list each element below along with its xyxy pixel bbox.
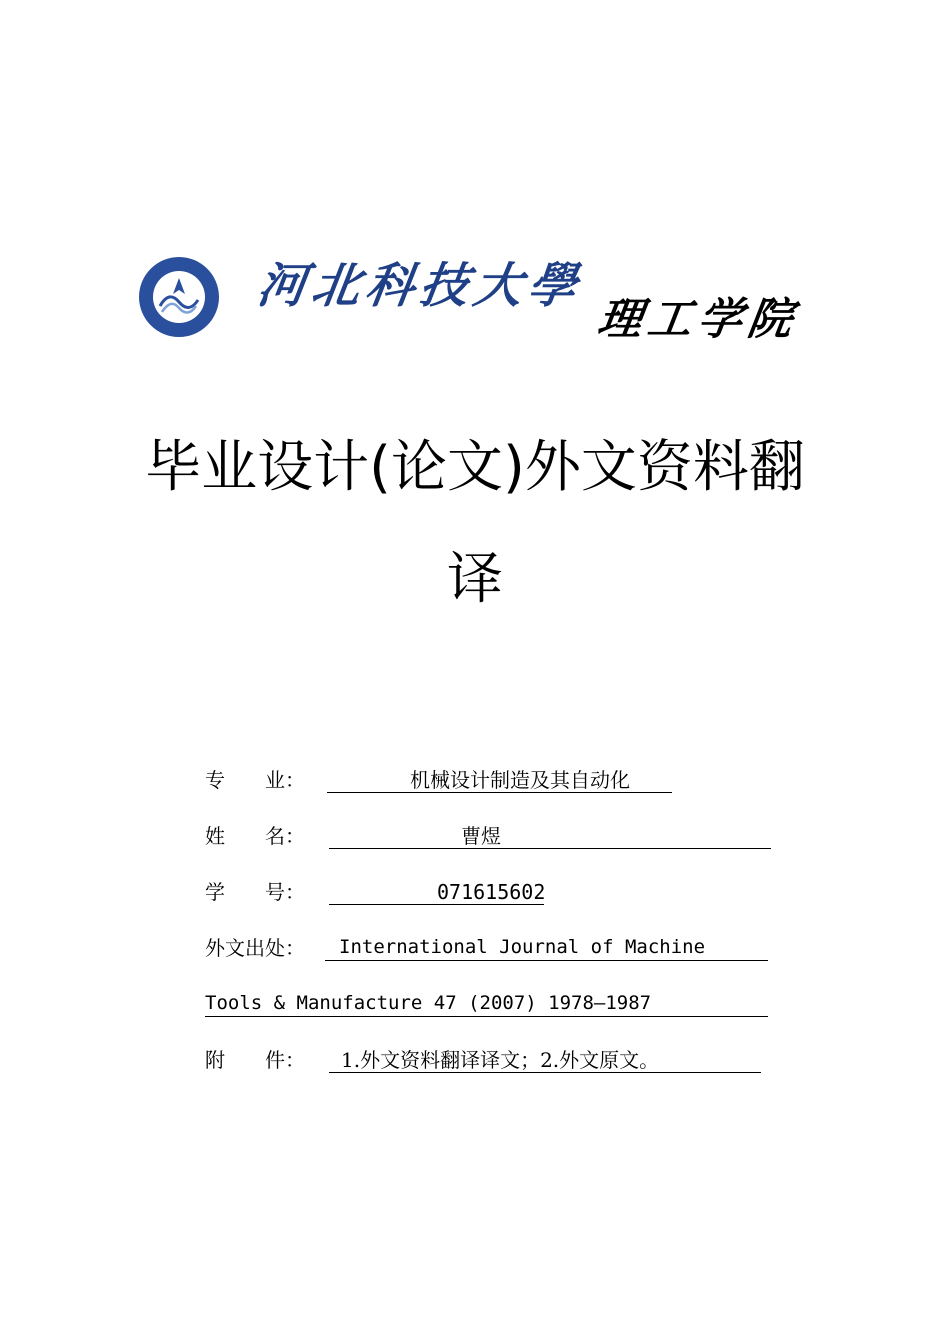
attachment-value: 1.外文资料翻译译文；2.外文原文。 [341,1048,660,1072]
major-value: 机械设计制造及其自动化 [410,768,630,792]
page-title-line2: 译 [447,547,503,612]
attachment-label: 附 件： [205,1048,305,1072]
attachment-row [205,1050,765,1070]
major-row [205,770,765,790]
source-label: 外文出处： [205,936,305,960]
name-label: 姓 名： [205,824,305,848]
university-name: 河北科技大學 [254,258,586,314]
student-id-label: 学 号： [205,880,305,904]
university-logo [138,256,220,338]
name-row [205,826,775,846]
source-value-line1: International Journal of Machine [339,936,706,958]
student-id-row [205,882,765,902]
major-label: 专 业： [205,768,305,792]
college-name: 理工学院 [594,294,802,345]
name-value: 曹煜 [461,824,501,848]
source-row [205,938,775,958]
student-id-value: 071615602 [437,880,546,904]
name-underline [329,826,771,849]
page-title-line1: 毕业设计(论文)外文资料翻 [145,435,805,500]
source-value-line2: Tools & Manufacture 47 (2007) 1978–1987 [205,992,652,1014]
